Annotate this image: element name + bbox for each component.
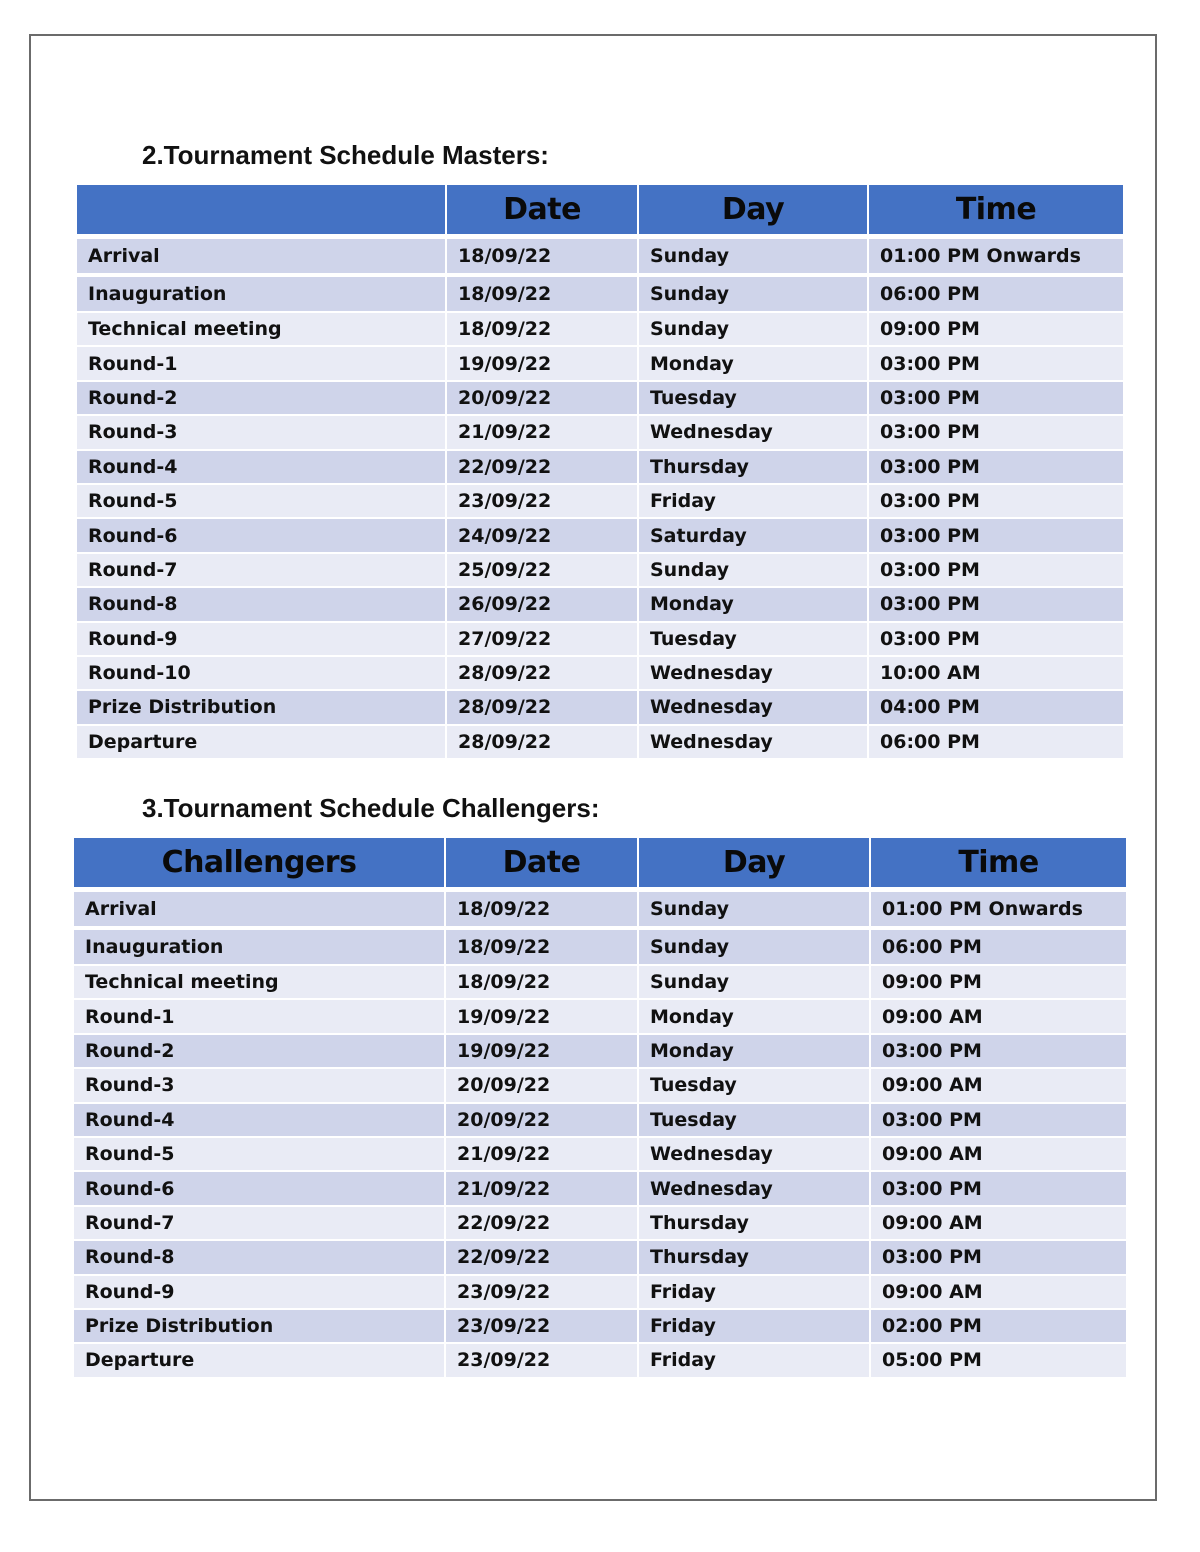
cell-event: Round-4 <box>74 1102 446 1136</box>
cell-day: Friday <box>639 1308 871 1342</box>
table-row <box>74 1067 1126 1101</box>
table-row <box>74 1205 1126 1239</box>
cell-event: Round-5 <box>77 483 447 517</box>
cell-event: Round-5 <box>74 1136 446 1170</box>
cell-time: 06:00 PM <box>869 273 1123 311</box>
table-header-row <box>77 185 1123 234</box>
cell-day: Wednesday <box>639 1170 871 1204</box>
table-row <box>74 964 1126 998</box>
cell-time: 03:00 PM <box>871 1033 1126 1067</box>
table-row <box>77 380 1123 414</box>
cell-time: 09:00 AM <box>871 1067 1126 1101</box>
cell-day: Wednesday <box>639 1136 871 1170</box>
cell-event: Departure <box>74 1342 446 1376</box>
cell-event: Round-7 <box>74 1205 446 1239</box>
cell-event: Round-2 <box>74 1033 446 1067</box>
cell-time: 03:00 PM <box>869 483 1123 517</box>
cell-date: 19/09/22 <box>446 998 639 1032</box>
cell-day: Wednesday <box>639 689 869 723</box>
column-header-event <box>77 185 447 234</box>
cell-time: 03:00 PM <box>869 517 1123 551</box>
cell-time: 03:00 PM <box>869 586 1123 620</box>
cell-event: Departure <box>77 724 447 758</box>
masters-schedule-title: 2.Tournament Schedule Masters: <box>142 140 549 170</box>
table-row <box>74 926 1126 964</box>
cell-date: 18/09/22 <box>447 234 639 273</box>
cell-event: Arrival <box>74 887 446 926</box>
cell-date: 23/09/22 <box>446 1274 639 1308</box>
cell-day: Saturday <box>639 517 869 551</box>
cell-day: Sunday <box>639 887 871 926</box>
cell-time: 03:00 PM <box>869 414 1123 448</box>
cell-date: 20/09/22 <box>446 1067 639 1101</box>
cell-event: Technical meeting <box>77 311 447 345</box>
cell-day: Tuesday <box>639 1102 871 1136</box>
cell-date: 28/09/22 <box>447 689 639 723</box>
cell-day: Friday <box>639 1342 871 1376</box>
cell-time: 03:00 PM <box>871 1102 1126 1136</box>
cell-date: 22/09/22 <box>446 1205 639 1239</box>
cell-date: 26/09/22 <box>447 586 639 620</box>
cell-event: Round-9 <box>74 1274 446 1308</box>
cell-date: 28/09/22 <box>447 724 639 758</box>
cell-time: 04:00 PM <box>869 689 1123 723</box>
table-row <box>74 1274 1126 1308</box>
cell-day: Thursday <box>639 1239 871 1273</box>
table-row <box>77 552 1123 586</box>
table-row <box>77 449 1123 483</box>
cell-date: 18/09/22 <box>446 926 639 964</box>
table-row <box>74 1170 1126 1204</box>
table-row <box>74 998 1126 1032</box>
table-row <box>77 621 1123 655</box>
cell-day: Wednesday <box>639 724 869 758</box>
cell-date: 25/09/22 <box>447 552 639 586</box>
cell-time: 03:00 PM <box>869 552 1123 586</box>
column-header-day: Day <box>639 838 871 887</box>
cell-event: Prize Distribution <box>74 1308 446 1342</box>
column-header-date: Date <box>446 838 639 887</box>
cell-day: Sunday <box>639 926 871 964</box>
cell-event: Round-2 <box>77 380 447 414</box>
cell-date: 20/09/22 <box>447 380 639 414</box>
cell-time: 01:00 PM Onwards <box>869 234 1123 273</box>
cell-day: Sunday <box>639 552 869 586</box>
cell-date: 22/09/22 <box>447 449 639 483</box>
cell-time: 06:00 PM <box>871 926 1126 964</box>
column-header-time: Time <box>871 838 1126 887</box>
cell-event: Round-8 <box>74 1239 446 1273</box>
cell-day: Monday <box>639 586 869 620</box>
cell-date: 23/09/22 <box>447 483 639 517</box>
cell-date: 27/09/22 <box>447 621 639 655</box>
cell-time: 02:00 PM <box>871 1308 1126 1342</box>
table-row <box>74 1033 1126 1067</box>
table-row <box>77 234 1123 273</box>
table-row <box>74 1342 1126 1376</box>
cell-day: Monday <box>639 998 871 1032</box>
cell-day: Friday <box>639 483 869 517</box>
table-row <box>77 655 1123 689</box>
cell-event: Round-6 <box>77 517 447 551</box>
cell-day: Wednesday <box>639 655 869 689</box>
cell-date: 24/09/22 <box>447 517 639 551</box>
cell-day: Wednesday <box>639 414 869 448</box>
cell-time: 05:00 PM <box>871 1342 1126 1376</box>
cell-event: Round-3 <box>74 1067 446 1101</box>
cell-date: 23/09/22 <box>446 1308 639 1342</box>
cell-day: Sunday <box>639 311 869 345</box>
table-row <box>77 724 1123 758</box>
masters-schedule-table <box>77 185 1123 758</box>
table-row <box>74 1102 1126 1136</box>
cell-event: Round-4 <box>77 449 447 483</box>
cell-day: Thursday <box>639 1205 871 1239</box>
table-row <box>77 345 1123 379</box>
cell-date: 18/09/22 <box>447 273 639 311</box>
cell-date: 21/09/22 <box>446 1136 639 1170</box>
cell-event: Round-1 <box>74 998 446 1032</box>
table-row <box>77 586 1123 620</box>
cell-time: 03:00 PM <box>869 449 1123 483</box>
cell-time: 03:00 PM <box>869 621 1123 655</box>
cell-date: 19/09/22 <box>447 345 639 379</box>
cell-event: Round-3 <box>77 414 447 448</box>
cell-day: Tuesday <box>639 380 869 414</box>
cell-day: Tuesday <box>639 1067 871 1101</box>
table-row <box>77 689 1123 723</box>
cell-day: Tuesday <box>639 621 869 655</box>
cell-event: Round-10 <box>77 655 447 689</box>
cell-date: 23/09/22 <box>446 1342 639 1376</box>
cell-time: 06:00 PM <box>869 724 1123 758</box>
cell-day: Thursday <box>639 449 869 483</box>
cell-day: Sunday <box>639 234 869 273</box>
table-row <box>77 483 1123 517</box>
cell-date: 28/09/22 <box>447 655 639 689</box>
cell-time: 09:00 AM <box>871 1205 1126 1239</box>
cell-date: 21/09/22 <box>447 414 639 448</box>
table-row <box>77 311 1123 345</box>
cell-day: Monday <box>639 345 869 379</box>
cell-time: 03:00 PM <box>871 1170 1126 1204</box>
cell-date: 21/09/22 <box>446 1170 639 1204</box>
column-header-date: Date <box>447 185 639 234</box>
column-header-day: Day <box>639 185 869 234</box>
cell-time: 09:00 AM <box>871 998 1126 1032</box>
cell-time: 09:00 PM <box>871 964 1126 998</box>
cell-date: 18/09/22 <box>446 964 639 998</box>
cell-event: Prize Distribution <box>77 689 447 723</box>
cell-event: Inauguration <box>74 926 446 964</box>
cell-time: 09:00 PM <box>869 311 1123 345</box>
table-row <box>74 1136 1126 1170</box>
cell-time: 09:00 AM <box>871 1274 1126 1308</box>
cell-event: Round-6 <box>74 1170 446 1204</box>
cell-event: Round-7 <box>77 552 447 586</box>
cell-day: Sunday <box>639 964 871 998</box>
cell-time: 09:00 AM <box>871 1136 1126 1170</box>
column-header-time: Time <box>869 185 1123 234</box>
cell-time: 01:00 PM Onwards <box>871 887 1126 926</box>
table-row <box>74 1239 1126 1273</box>
cell-day: Friday <box>639 1274 871 1308</box>
cell-date: 18/09/22 <box>446 887 639 926</box>
table-row <box>77 273 1123 311</box>
challengers-schedule-title: 3.Tournament Schedule Challengers: <box>142 793 600 823</box>
cell-time: 03:00 PM <box>871 1239 1126 1273</box>
cell-event: Inauguration <box>77 273 447 311</box>
table-row <box>74 1308 1126 1342</box>
column-header-event: Challengers <box>74 838 446 887</box>
cell-date: 19/09/22 <box>446 1033 639 1067</box>
cell-time: 03:00 PM <box>869 345 1123 379</box>
cell-day: Sunday <box>639 273 869 311</box>
table-row <box>74 887 1126 926</box>
table-row <box>77 517 1123 551</box>
cell-date: 18/09/22 <box>447 311 639 345</box>
cell-event: Arrival <box>77 234 447 273</box>
cell-day: Monday <box>639 1033 871 1067</box>
table-row <box>77 414 1123 448</box>
cell-date: 20/09/22 <box>446 1102 639 1136</box>
challengers-schedule-table <box>74 838 1126 1377</box>
cell-time: 10:00 AM <box>869 655 1123 689</box>
cell-event: Round-9 <box>77 621 447 655</box>
cell-event: Round-1 <box>77 345 447 379</box>
cell-time: 03:00 PM <box>869 380 1123 414</box>
cell-date: 22/09/22 <box>446 1239 639 1273</box>
cell-event: Round-8 <box>77 586 447 620</box>
table-header-row <box>74 838 1126 887</box>
cell-event: Technical meeting <box>74 964 446 998</box>
